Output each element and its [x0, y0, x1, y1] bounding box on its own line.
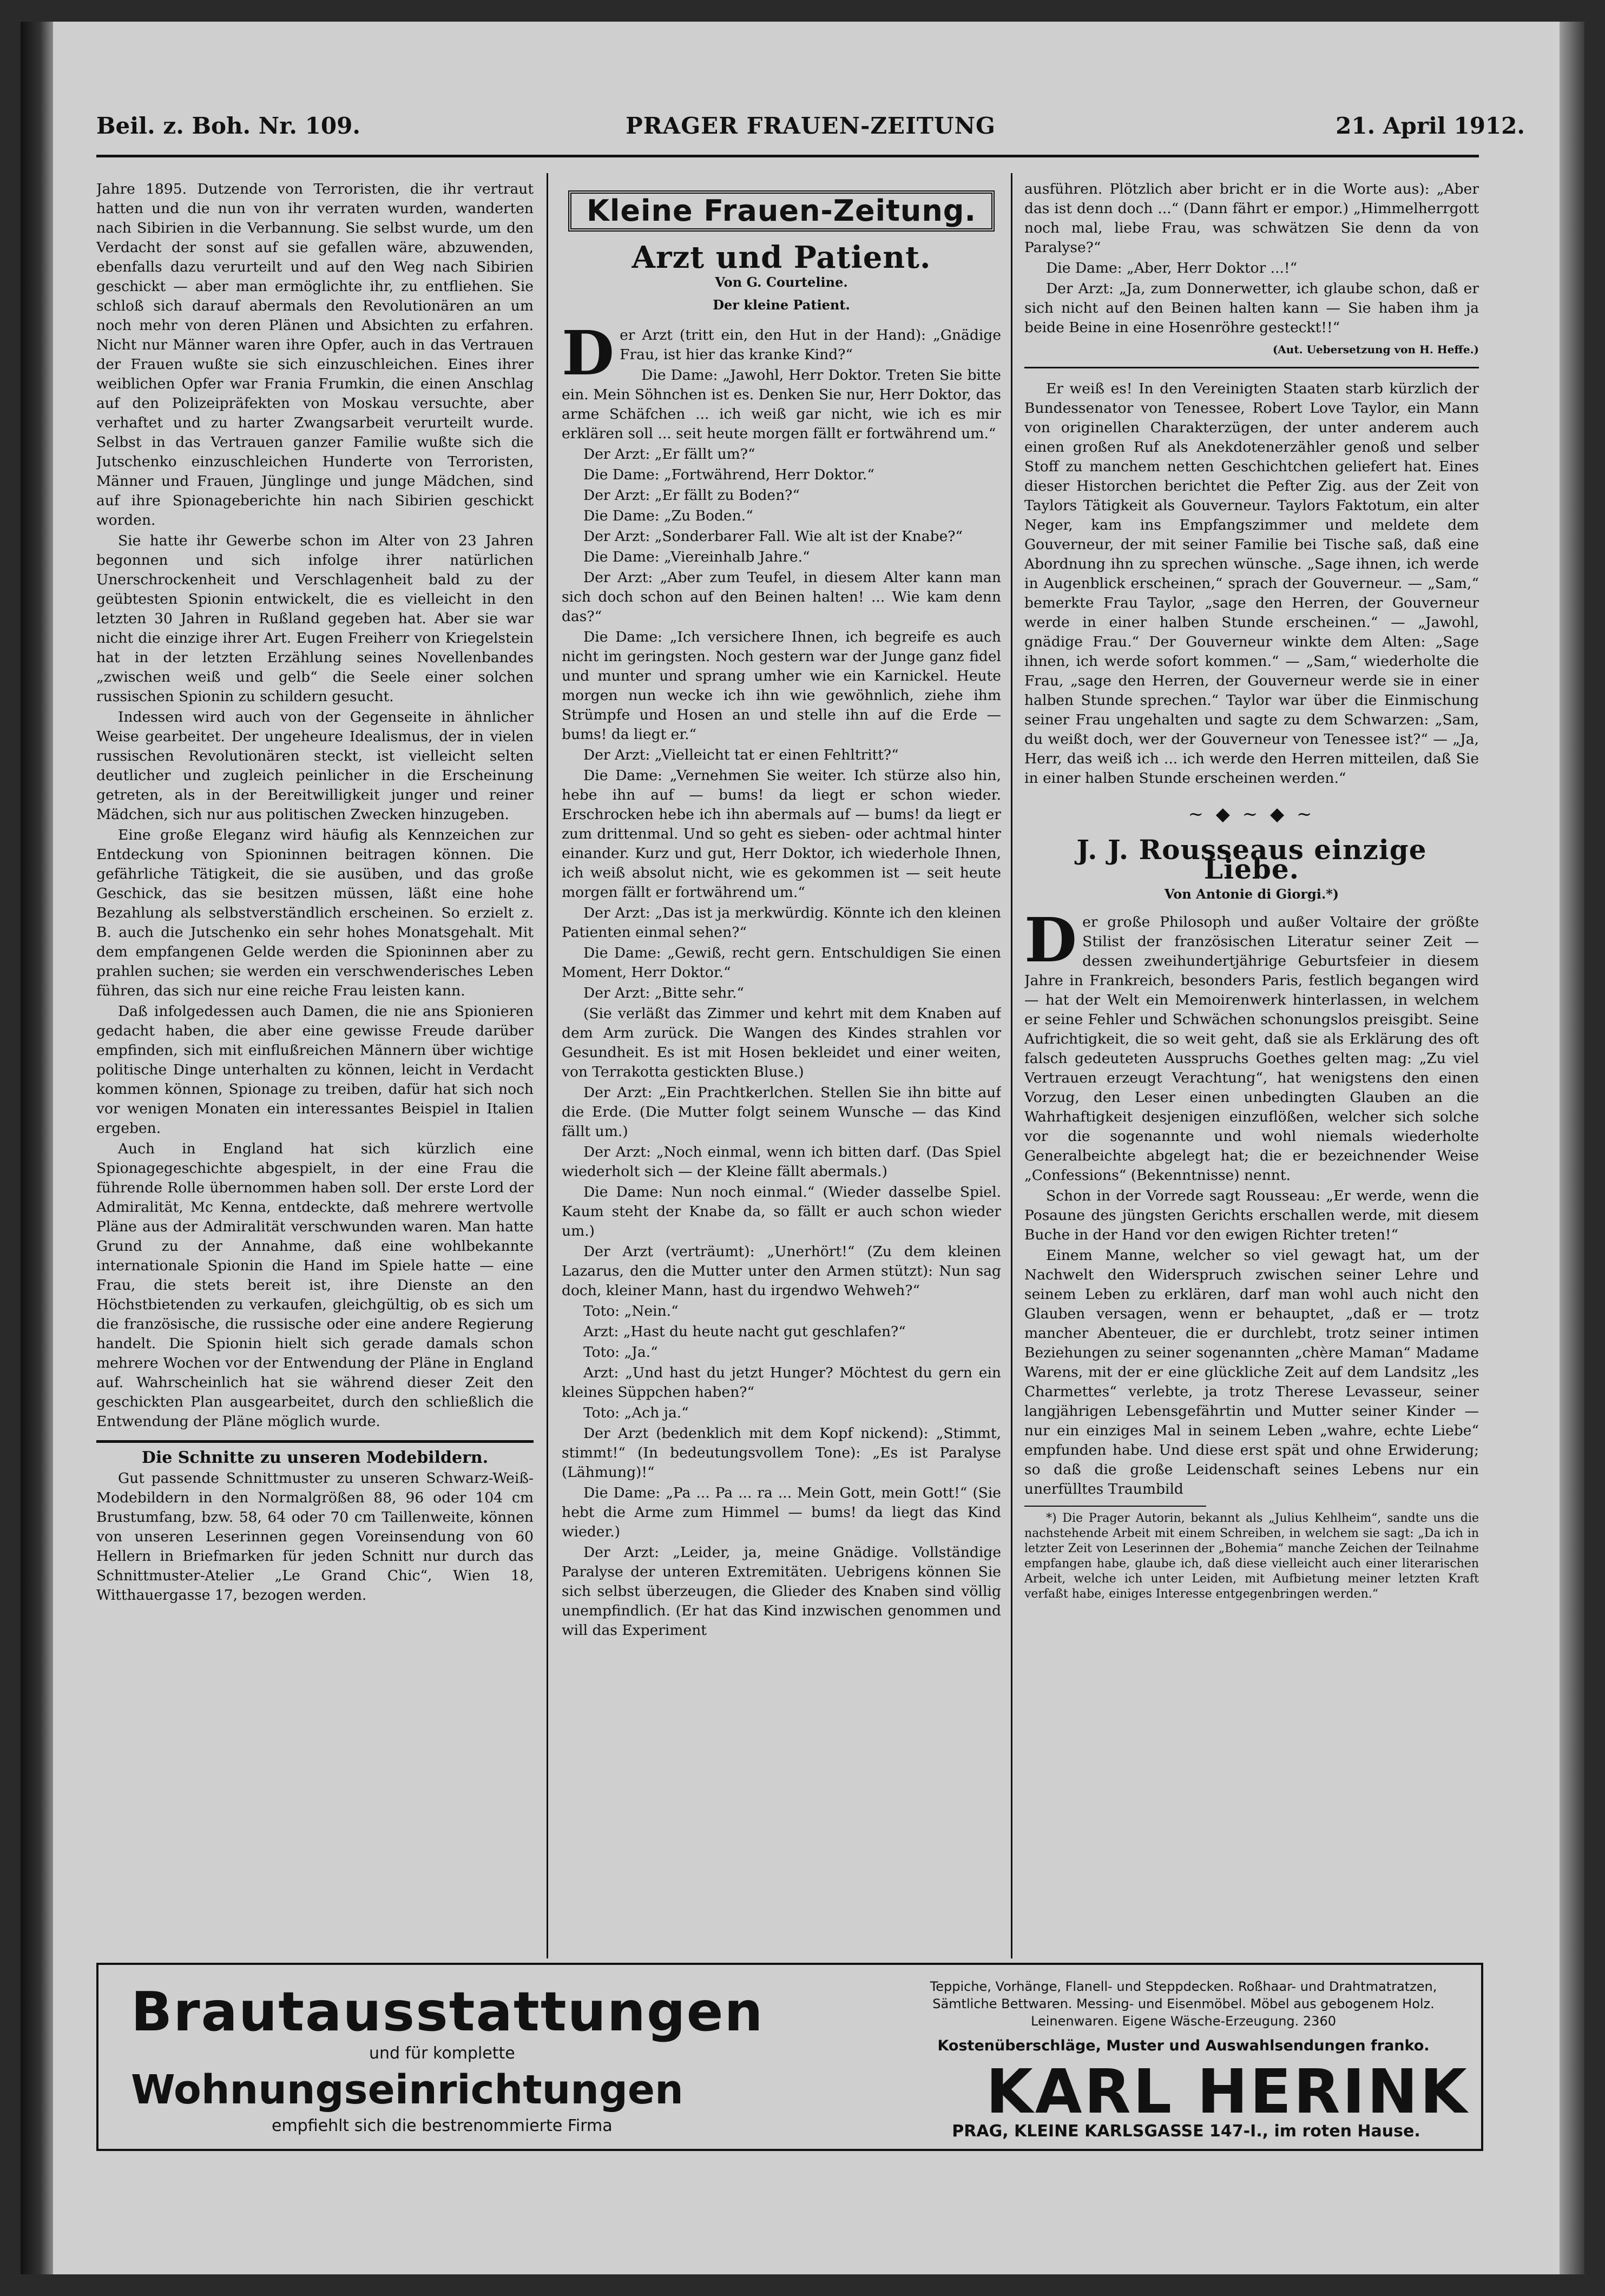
column-1 [96, 180, 534, 1938]
ad-headline-2: Wohnungseinrichtungen [131, 2067, 683, 2113]
dialogue-line: Die Dame: Nun noch einmal.“ (Wieder dasselbe Spiel. Kaum steht der Knabe da, so fällt er auch schon wieder um.) [562, 1184, 1001, 1239]
ad-address: PRAG, KLEINE KARLSGASSE 147-I., im roten Hause. [952, 2122, 1420, 2141]
col1-paragraph: Eine große Eleganz wird häufig als Kennzeichen zur Entdeckung von Spioninnen beitragen können. Die gefährliche Tätigkeit, die sie ausüben, und das große Geschick, das sie besitzen müssen, läßt eine hohe Bezahlung als selbstverständlich erscheinen. So erzielt z. B. auch die Jutschenko ein sehr hohes Monatsgehalt. Mit dem empfangenen Gelde werden die Spioninnen aber zu prahlen suchen; sie werden ein verschwenderisches Leben führen, das sich nur eine reiche Frau leisten kann. [96, 827, 534, 999]
col3-paragraph: Schon in der Vorrede sagt Rousseau: „Er werde, wenn die Posaune des jüngsten Gerichts erschallen werde, mit diesem Buche in der Hand vor den ewigen Richter treten!“ [1024, 1187, 1479, 1243]
dialogue-line: Die Dame: „Zu Boden.“ [583, 507, 753, 524]
column-divider-1 [547, 173, 548, 1958]
dialogue-line: Der Arzt: „Bitte sehr.“ [583, 985, 744, 1001]
section-title-box: Kleine Frauen-Zeitung. [568, 190, 995, 232]
col1-paragraph: Indessen wird auch von der Gegenseite in ähnlicher Weise gearbeitet. Der ungeheure Idealismus, der in vielen russischen Revolutionären steckt, ist vielleicht selten deutlicher und zugleich peinlicher in die Erscheinung getreten, als in der Bereitwilligkeit junger und reiner Mädchen, sich nur aus politischen Zwecken hinzugeben. [96, 709, 534, 823]
col3-paragraph: Der Arzt: „Ja, zum Donnerwetter, ich glaube schon, daß er sich nicht auf den Beinen halten kann — Sie haben ihm ja beide Beine in eine Hosenröhre gesteckt!!“ [1024, 280, 1479, 336]
dialogue-line: Der Arzt: „Er fällt zu Boden?“ [583, 487, 800, 504]
ad-products: Teppiche, Vorhänge, Flanell- und Steppdecken. Roßhaar- und Drahtmatratzen, Sämtliche Bettwaren. Messing- und Eisenmöbel. Möbel aus gebogenem Holz. Leinenwaren. Eigene Wäsche-Erzeugung. 2360 [930, 1979, 1437, 2029]
col3-paragraph: er große Philosoph und außer Voltaire der größte Stilist der französischen Literatur seiner Zeit — dessen zweihundertjährige Geburtsfeier in diesem Jahre in Frankreich, besonders Paris, festlich begangen wird — hat der Welt ein Memoirenwerk hinterlassen, in welchem er seine Fehler und Schwächen schonungslos preisgibt. Seine Aufrichtigkeit, die so weit geht, daß sie als Erklärung des oft falsch gedeuteten Ausspruchs Goethes gelten mag: „Zu viel Vertrauen erzeugt Verachtung“, hat wenigstens den einen Vorzug, den Leser einen unbedingten Glauben an die Wahrhaftigkeit desjenigen einzuflößen, welcher sich solche vor die sogenannte und wohl niemals wiederholte Generalbeichte abgelegt hat; die er bezeichnender Weise „Confessions“ (Bekenntnisse) nennt. [1024, 914, 1479, 1184]
col1-paragraph: Auch in England hat sich kürzlich eine Spionagegeschichte abgespielt, in der eine Frau die führende Rolle übernommen haben soll. Der erste Lord der Admiralität, Mc Kenna, entdeckte, daß mehrere wertvolle Pläne aus der Admiralität verschwunden waren. Man hatte Grund zu der Annahme, daß eine wohlbekannte internationale Spionin die Hand im Spiele hatte — eine Frau, die stets bereit ist, ihre Dienste an den Höchstbietenden zu verkaufen, gleichgültig, ob es sich um die französische, die russische oder eine andere Regierung handelt. Die Spionin hielt sich gerade damals schon mehrere Wochen vor der Entwendung der Pläne in England auf. Wahrscheinlich hat sie während dieser Zeit den geschickten Plan ausgearbeitet, durch den schließlich die Entwendung der Pläne möglich wurde. [96, 1140, 534, 1430]
page-header [96, 113, 1525, 150]
dialogue-line: Der Arzt: „Noch einmal, wenn ich bitten darf. (Das Spiel wiederholt sich — der Kleine fällt abermals.) [562, 1144, 1001, 1180]
dialogue-line: Der Arzt: „Leider, ja, meine Gnädige. Vollständige Paralyse der unteren Extremitäten. Uebrigens können Sie sich selbst überzeugen, die Glieder des Knaben sind völlig unempfindlich. (Er hat das Kind inzwischen genommen und will das Experiment [562, 1544, 1001, 1639]
dialogue-line: Die Dame: „Viereinhalb Jahre.“ [583, 549, 810, 565]
column-3 [1024, 180, 1479, 1959]
dialogue-line: Der Arzt: „Sonderbarer Fall. Wie alt ist der Knabe?“ [583, 528, 963, 545]
book-binding-edge [21, 22, 53, 2274]
advertisement [96, 1963, 1483, 2151]
notice-body: Gut passende Schnittmuster zu unseren Schwarz-Weiß-Modebildern in den Normalgrößen 88, 96 oder 104 cm Brustumfang, bzw. 58, 64 oder 70 cm Taillenweite, können von unseren Leserinnen gegen Voreinsendung von 60 Hellern in Briefmarken für jeden Schnitt nur durch das Schnittmuster-Atelier „Le Grand Chic“, Wien 18, Witthauergasse 17, bezogen werden. [96, 1470, 534, 1604]
col3-paragraph: ausführen. Plötzlich aber bricht er in die Worte aus): „Aber das ist denn doch ...“ (Dann fährt er empor.) „Himmelherrgott noch mal, liebe Frau, was schwätzen Sie denn da von Paralyse?“ [1024, 181, 1479, 256]
translation-attribution: (Aut. Uebersetzung von H. Heffe.) [1272, 343, 1479, 356]
column-2 [562, 180, 1001, 1959]
story-title-rousseau: J. J. Rousseaus einzige Liebe. [1076, 834, 1427, 885]
story-subtitle: Der kleine Patient. [713, 297, 850, 313]
header-date: 21. April 1912. [1336, 113, 1525, 139]
col1-paragraph: Daß infolgedessen auch Damen, die nie ans Spionieren gedacht haben, die aber eine gewisse Freude darüber empfinden, sich mit einflußreichen Männern über wichtige politische Dinge unterhalten zu können, leicht in Verdacht kommen können, Spionage zu treiben, dafür hat sich noch vor wenigen Monaten ein interessantes Beispiel in Italien ergeben. [96, 1003, 534, 1137]
dialogue-line: Die Dame: „Vernehmen Sie weiter. Ich stürze also hin, hebe ihn auf — bums! da liegt er schon wieder. Erschrocken hebe ich ihn abermals auf — bums! da liegt er zum drittenmal. Und so geht es sieben- oder achtmal hinter einander. Kurz und gut, Herr Doktor, ich wiederhole Ihnen, ich weiß absolut nicht, wie es gekommen ist — seit heute morgen fällt er fortwährend um.“ [562, 767, 1001, 901]
dialogue-line: Der Arzt: „Vielleicht tat er einen Fehltritt?“ [583, 747, 899, 763]
notice-rule [96, 1440, 534, 1443]
dialogue-line: Der Arzt: „Das ist ja merkwürdig. Könnte ich den kleinen Patienten einmal sehen?“ [562, 905, 1001, 941]
header-issue: Beil. z. Boh. Nr. 109. [96, 113, 360, 139]
dialogue-line: Der Arzt (verträumt): „Unerhört!“ (Zu dem kleinen Lazarus, den die Mutter unter den Armen stützt): Nun sag doch, kleiner Mann, hast du irgendwo Wehweh?“ [562, 1243, 1001, 1299]
dialogue-line: Die Dame: „Jawohl, Herr Doktor. Treten Sie bitte ein. Mein Söhnchen ist es. Denken Sie nur, Herr Doktor, das arme Schäfchen ... ich weiß gar nicht, wie ich es mir erklären soll ... seit heute morgen fällt er fortwährend um.“ [562, 367, 1001, 442]
col1-paragraph: Sie hatte ihr Gewerbe schon im Alter von 23 Jahren begonnen und sich infolge ihrer natürlichen Unerschrockenheit und Verschlagenheit bald zu der geübtesten Spionin entwickelt, die es vielleicht in den letzten 30 Jahren in Rußland gegeben hat. Aber sie war nicht die einzige ihrer Art. Eugen Freiherr von Kriegelstein hat in der letzten Erzählung seines Novellenbandes „zwischen weiß und gelb“ die Seele einer solchen russischen Spionin zu schildern gesucht. [96, 532, 534, 705]
header-rule [96, 155, 1479, 157]
story-title: Arzt und Patient. [632, 240, 931, 275]
ad-product-list [910, 1978, 1457, 2055]
header-masthead: PRAGER FRAUEN-ZEITUNG [626, 113, 996, 139]
ornament-divider: ~ ◆ ~ ◆ ~ [1188, 803, 1315, 825]
ad-headline: Brautausstattungen [131, 1980, 764, 2043]
story-byline: Von G. Courteline. [715, 274, 848, 290]
ad-brand-name: KARL HERINK [986, 2057, 1469, 2127]
dialogue-line: Der Arzt: „Aber zum Teufel, in diesem Alter kann man sich doch schon auf den Beinen halten! ... Wie kam denn das?“ [562, 569, 1001, 625]
notice-title: Die Schnitte zu unseren Modebildern. [141, 1448, 489, 1467]
col3-paragraph: Einem Manne, welcher so viel gewagt hat, um der Nachwelt den Widerspruch zwischen seiner Lehre und seinem Leben zu erklären, darf man wohl auch nicht den Glauben versagen, wenn er behauptet, „daß er — trotz mancher Abenteuer, die er durchlebt, trotz seiner intimen Beziehungen zu seiner sogenannten „chère Maman“ Madame Warens, mit der er eine glückliche Zeit auf dem Landsitz „les Charmettes“ verlebte, ja trotz Therese Levasseur, seiner langjährigen Lebensgefährtin und Mutter seiner Kinder — nur ein einziges Mal in seinem Leben „wahre, echte Liebe“ empfunden habe. Und diese erst spät und ohne Erwiderung; so daß die große Leidenschaft seines Lebens nur ein unerfülltes Traumbild [1024, 1247, 1479, 1497]
drop-cap: D [1024, 905, 1077, 976]
newspaper-page [21, 22, 1584, 2274]
col1-paragraph: Jahre 1895. Dutzende von Terroristen, die ihr vertraut hatten und die nun von ihr verraten wurden, wanderten nach Sibirien in die Verbannung. Sie selbst wurde, um den Verdacht der sonst auf sie gefallen wäre, abzuwenden, ebenfalls dazu verurteilt und auf den Weg nach Sibirien geschickt — aber man ermöglichte ihr, zu entfliehen. Sie schloß sich darauf abermals den Revolutionären an um noch mehr von deren Plänen und Absichten zu erfahren. Nicht nur Männer waren ihre Opfer, auch in das Vertrauen der Frauen wußte sie sich einzuschleichen. Eines ihrer weiblichen Opfer war Frania Frumkin, die einen Anschlag auf den Polizeipräfekten von Moskau versuchte, aber verhaftet und zu harter Zwangsarbeit verurteilt wurde. Selbst in das Vertrauen ganzer Familie wußte sich die Jutschenko einzuschleichen Hunderte von Terroristen, Männer und Frauen, Jünglinge und junge Mädchen, sind auf ihre Spionageberichte hin nach Sibirien geschickt worden. [96, 181, 534, 529]
dialogue-line: Toto: „Ja.“ [583, 1344, 658, 1361]
dialogue-line: Toto: „Ach ja.“ [583, 1404, 689, 1421]
col3-paragraph: Die Dame: „Aber, Herr Doktor ...!“ [1046, 260, 1298, 276]
column-divider-2 [1011, 173, 1012, 1958]
section-rule [1024, 367, 1479, 368]
ad-offer: Kostenüberschläge, Muster und Auswahlsendungen franko. [937, 2037, 1430, 2054]
dialogue-line: er Arzt (tritt ein, den Hut in der Hand): „Gnädige Frau, ist hier das kranke Kind?“ [620, 327, 1001, 363]
story-byline-rousseau: Von Antonie di Giorgi.*) [1164, 886, 1339, 902]
ad-subline: und für komplette [369, 2044, 515, 2063]
dialogue-line: Die Dame: „Fortwährend, Herr Doktor.“ [583, 466, 874, 483]
dialogue-line: Arzt: „Hast du heute nacht gut geschlafen?“ [583, 1323, 906, 1340]
dialogue-line: Toto: „Nein.“ [583, 1303, 679, 1319]
dialogue-line: Die Dame: „Pa ... Pa ... ra ... Mein Gott, mein Gott!“ (Sie hebt die Arme zum Himmel — bums! da liegt das Kind wieder.) [562, 1485, 1001, 1540]
dialogue-line: Der Arzt: „Er fällt um?“ [583, 446, 755, 463]
dialogue-line: Der Arzt: „Ein Prachtkerlchen. Stellen Sie ihn bitte auf die Erde. (Die Mutter folgt seinem Wunsche — das Kind fällt um.) [562, 1084, 1001, 1140]
ad-tagline: empfiehlt sich die bestrenommierte Firma [272, 2116, 613, 2135]
footnote-rule [1024, 1506, 1206, 1507]
drop-cap: D [562, 318, 615, 389]
dialogue-line: (Sie verläßt das Zimmer und kehrt mit dem Knaben auf dem Arm zurück. Die Wangen des Kindes strahlen vor Gesundheit. Es ist mit Hosen bekleidet und einer weiten, von Terrakotta gestickten Bluse.) [562, 1005, 1001, 1080]
dialogue-line: Die Dame: „Gewiß, recht gern. Entschuldigen Sie einen Moment, Herr Doktor.“ [562, 945, 1001, 981]
dialogue-line: Die Dame: „Ich versichere Ihnen, ich begreife es auch nicht im geringsten. Noch gestern war der Junge ganz fidel und munter und sprang umher wie ein Karnickel. Heute morgen nun wecke ich ihn wie gewöhnlich, ziehe ihm Strümpfe und Hosen an und stelle ihn auf die Erde — bums! da liegt er.“ [562, 629, 1001, 743]
page-right-edge [1560, 22, 1584, 2274]
dialogue-line: Arzt: „Und hast du jetzt Hunger? Möchtest du gern ein kleines Süppchen haben?“ [562, 1364, 1001, 1401]
footnote: *) Die Prager Autorin, bekannt als „Julius Kehlheim“, sandte uns die nachstehende Arbeit mit einem Schreiben, in welchem sie sagt: „Da ich in letzter Zeit von Leserinnen der „Bohemia“ manche Zeichen der Teilnahme empfangen habe, glaube ich, daß diese vielleicht auch einer literarischen Arbeit, welche ich unter Leiden, mit Aufbietung meiner letzten Kraft verfaßt habe, einiges Interesse entgegenbringen werden.“ [1024, 1512, 1479, 1601]
dialogue-line: Der Arzt (bedenklich mit dem Kopf nickend): „Stimmt, stimmt!“ (In bedeutungsvollem Tone): „Es ist Paralyse (Lähmung)!“ [562, 1425, 1001, 1481]
col3-paragraph: Er weiß es! In den Vereinigten Staaten starb kürzlich der Bundessenator von Tenessee, Robert Love Taylor, ein Mann von originellen Charakterzügen, der unter anderem auch einen großen Ruf als Anekdotenerzähler genoß und selber Stoff zu manchem netten Geschichtchen geliefert hat. Eines dieser Historchen berichtet die Pefter Zig. aus der Zeit von Taylors Tätigkeit als Gouverneur. Taylors Faktotum, ein alter Neger, kam ins Empfangszimmer und meldete dem Gouverneur, der mit seiner Familie bei Tische saß, daß eine Abordnung ihn zu sprechen wünsche. „Sage ihnen, ich werde in Augenblick erscheinen,“ sprach der Gouverneur. — „Sam,“ bemerkte Frau Taylor, „sage den Herren, der Gouverneur werde in einer halben Stunde erscheinen.“ — „Jawohl, gnädige Frau.“ Der Gouverneur winkte dem Alten: „Sage ihnen, ich werde sofort kommen.“ — „Sam,“ wiederholte die Frau, „sage den Herren, der Gouverneur werde sie in einer halben Stunde sprechen.“ Taylor war über die Einmischung seiner Frau ungehalten und sagte zu dem Schwarzen: „Sam, du weißt doch, wer der Gouverneur von Tenessee ist?“ — „Ja, Herr, das weiß ich ... ich werde den Herren mitteilen, daß Sie in einer halben Stunde erscheinen werden.“ [1024, 380, 1479, 787]
